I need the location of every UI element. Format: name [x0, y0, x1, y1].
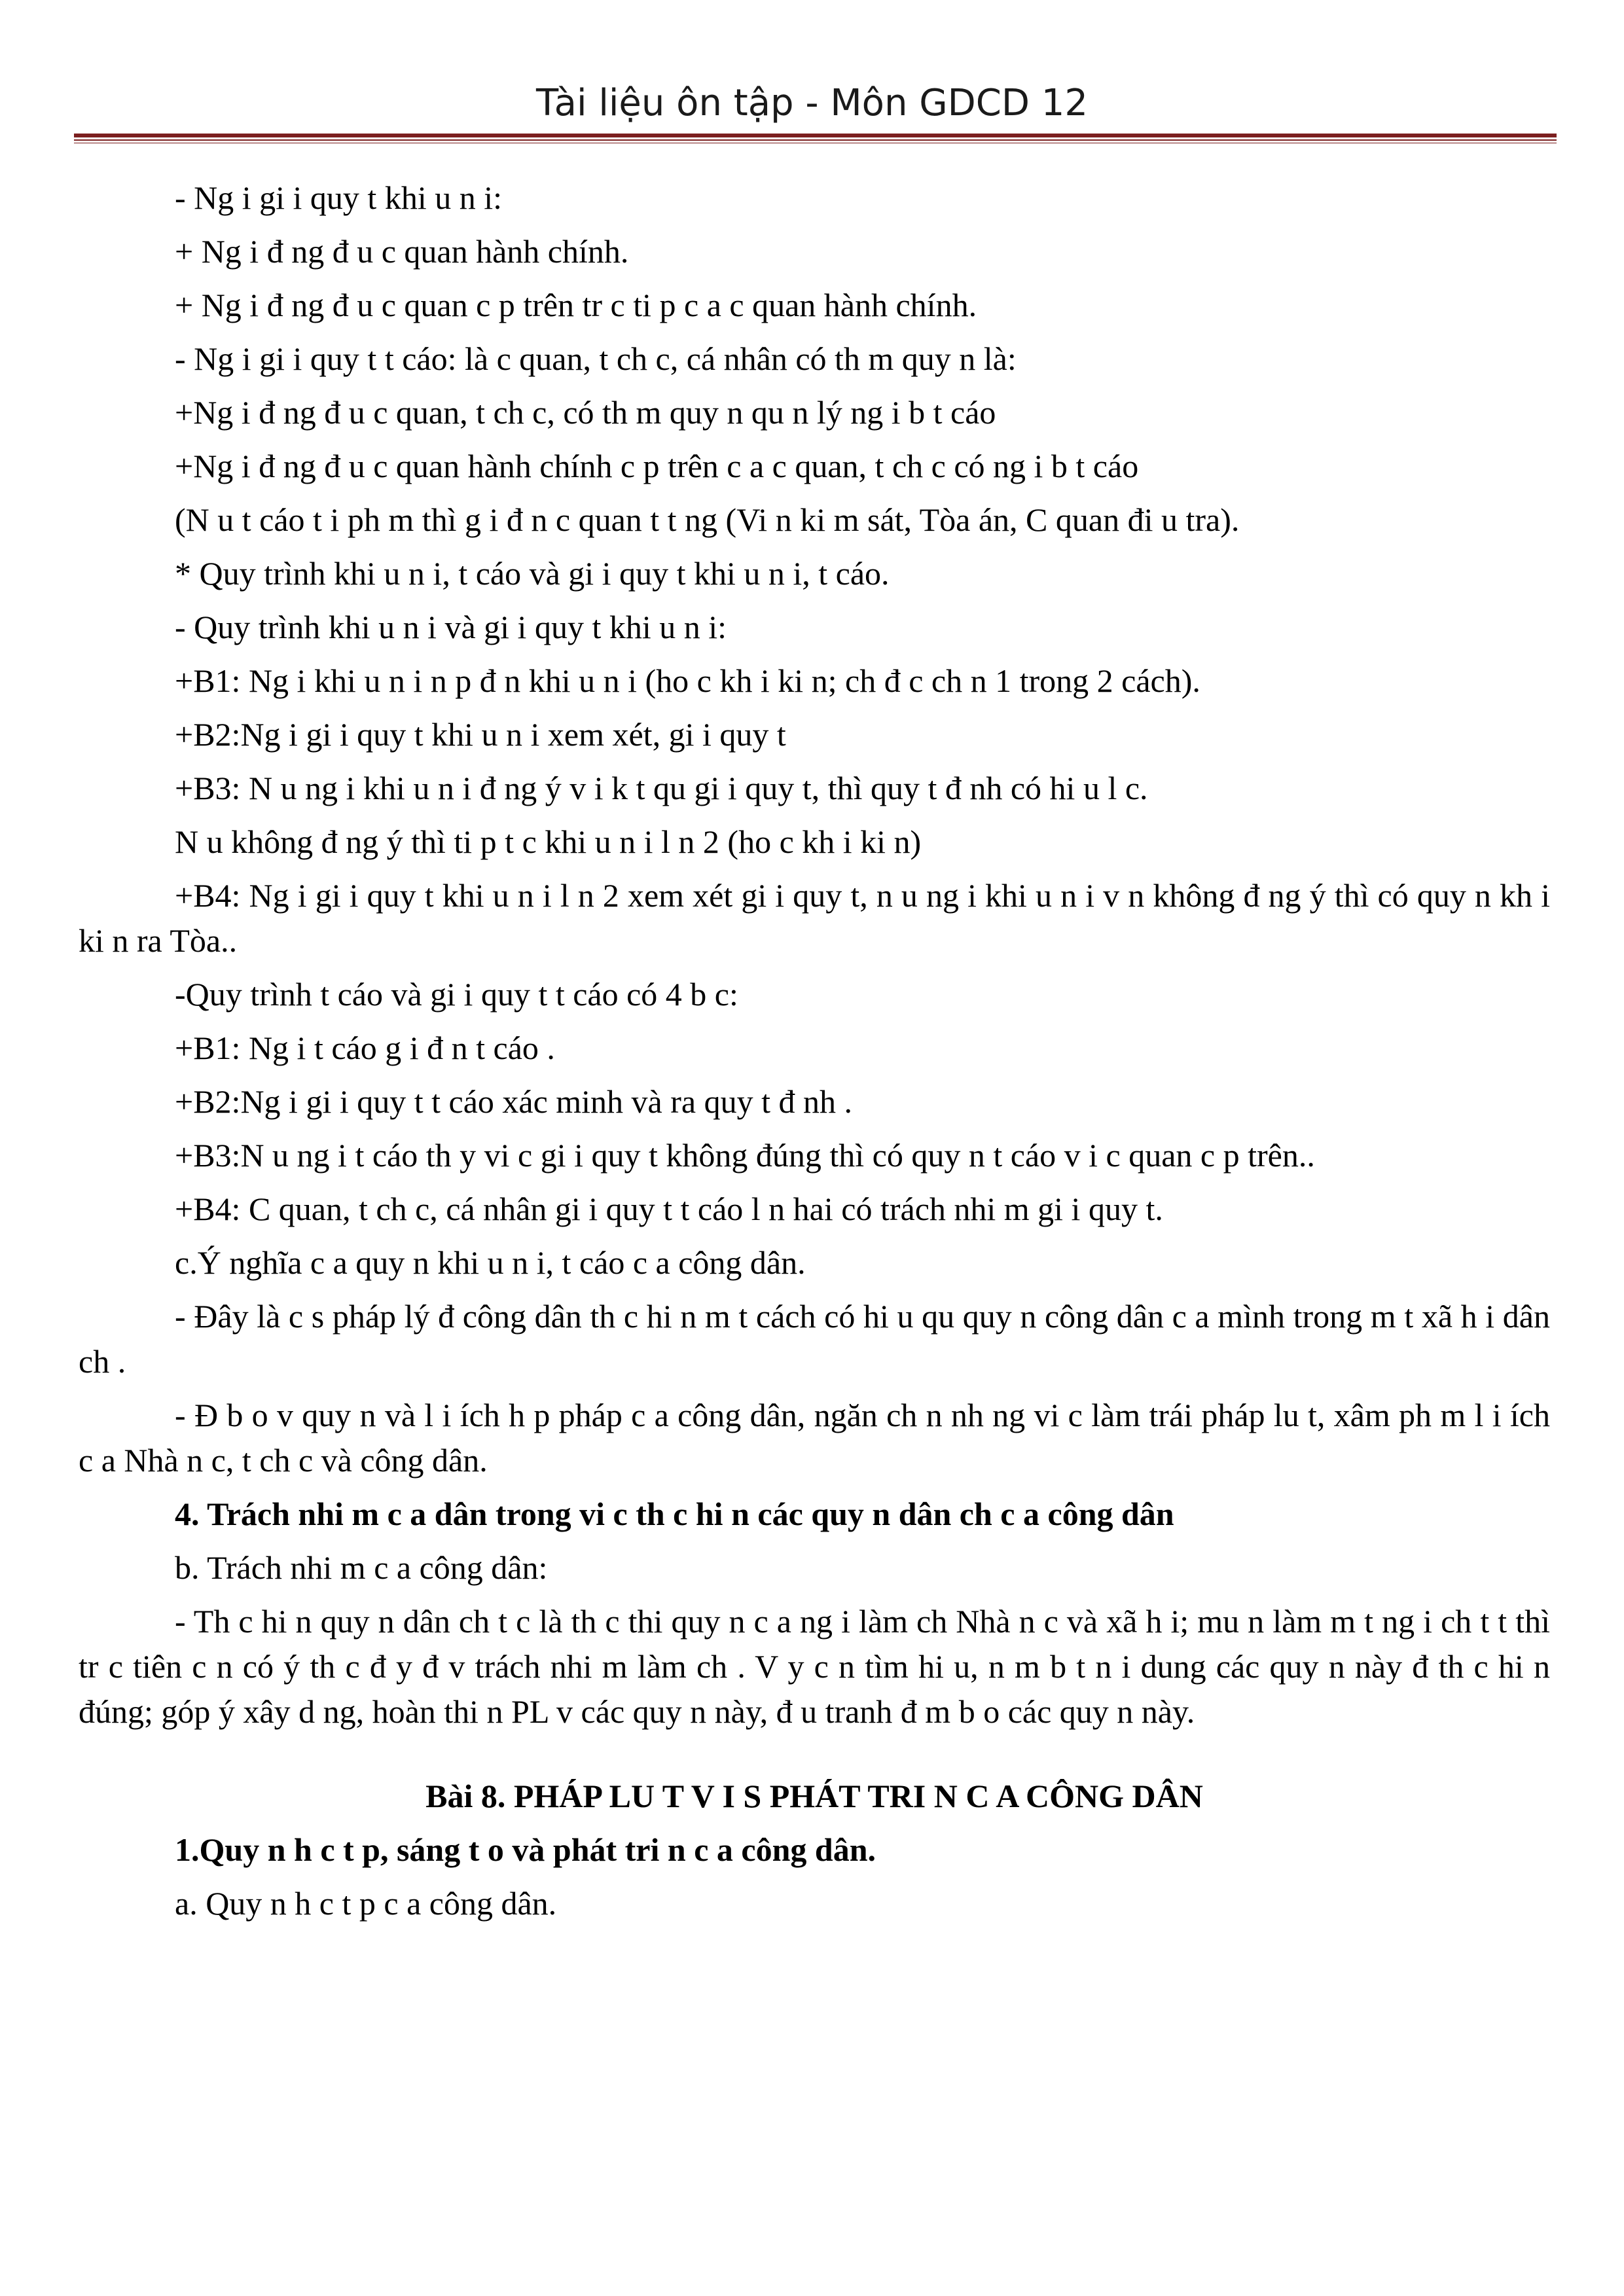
paragraph: * Quy trình khi u n i, t cáo và gi i quy t khi u n i, t cáo. — [175, 555, 890, 592]
paragraph: +Ng i đ ng đ u c quan hành chính c p trên c a c quan, t ch c có ng i b t cáo — [175, 448, 1139, 484]
paragraph: +B2:Ng i gi i quy t khi u n i xem xét, gi i quy t — [175, 716, 786, 753]
paragraph: - Đ b o v quy n và l i ích h p pháp c a công dân, ngăn ch n nh ng vi c làm trái pháp lu t, xâm ph m l i ích c a Nhà n c, t ch c và công dân. — [79, 1397, 1550, 1479]
paragraph: -Quy trình t cáo và gi i quy t t cáo có 4 b c: — [175, 976, 738, 1013]
section-heading: 1.Quy n h c t p, sáng t o và phát tri n c a công dân. — [175, 1831, 876, 1868]
paragraph: a. Quy n h c t p c a công dân. — [175, 1885, 557, 1922]
page-header-title: Tài liệu ôn tập - Môn GDCD 12 — [535, 82, 1089, 124]
paragraph: - Ng i gi i quy t khi u n i: — [175, 179, 502, 216]
paragraph: +B1: Ng i khi u n i n p đ n khi u n i (ho c kh i ki n; ch đ c ch n 1 trong 2 cách). — [175, 662, 1200, 699]
paragraph: +B2:Ng i gi i quy t t cáo xác minh và ra quy t đ nh . — [175, 1083, 852, 1120]
paragraph: - Ng i gi i quy t t cáo: là c quan, t ch c, cá nhân có th m quy n là: — [175, 340, 1017, 377]
paragraph: - Quy trình khi u n i và gi i quy t khi u n i: — [175, 609, 727, 645]
header-rule — [74, 134, 1557, 137]
paragraph: +Ng i đ ng đ u c quan, t ch c, có th m quy n qu n lý ng i b t cáo — [175, 394, 996, 431]
section-heading: 4. Trách nhi m c a dân trong vi c th c hi n các quy n dân ch c a công dân — [175, 1496, 1174, 1532]
paragraph: - Th c hi n quy n dân ch t c là th c thi quy n c a ng i làm ch Nhà n c và xã h i; mu n làm m t ng i ch t t thì tr c tiên c n có ý th c đ y đ v trách nhi m làm ch . V y c n tìm hi u, n m b t n i dung các quy n này đ th c hi n đúng; góp ý xây d ng, hoàn thi n PL v các quy n này, đ u tranh đ m b o các quy n này. — [79, 1603, 1550, 1730]
paragraph: c.Ý nghĩa c a quy n khi u n i, t cáo c a công dân. — [175, 1244, 806, 1281]
document-body — [79, 175, 1550, 1935]
paragraph: + Ng i đ ng đ u c quan hành chính. — [175, 233, 629, 270]
paragraph: N u không đ ng ý thì ti p t c khi u n i l n 2 (ho c kh i ki n) — [175, 823, 922, 860]
paragraph: - Đây là c s pháp lý đ công dân th c hi n m t cách có hi u qu quy n công dân c a mình trong m t xã h i dân ch . — [79, 1298, 1550, 1380]
paragraph: +B4: C quan, t ch c, cá nhân gi i quy t t cáo l n hai có trách nhi m gi i quy t. — [175, 1191, 1163, 1227]
paragraph: b. Trách nhi m c a công dân: — [175, 1549, 548, 1586]
paragraph: + Ng i đ ng đ u c quan c p trên tr c ti p c a c quan hành chính. — [175, 287, 977, 323]
paragraph: +B4: Ng i gi i quy t khi u n i l n 2 xem xét gi i quy t, n u ng i khi u n i v n không đ ng ý thì có quy n kh i ki n ra Tòa.. — [79, 877, 1550, 959]
header-rule-thin — [74, 139, 1557, 141]
paragraph: +B3:N u ng i t cáo th y vi c gi i quy t không đúng thì có quy n t cáo v i c quan c p trên.. — [175, 1137, 1315, 1174]
paragraph: +B3: N u ng i khi u n i đ ng ý v i k t qu gi i quy t, thì quy t đ nh có hi u l c. — [175, 770, 1148, 806]
paragraph: (N u t cáo t i ph m thì g i đ n c quan t t ng (Vi n ki m sát, Tòa án, C quan đi u tra). — [175, 501, 1240, 538]
lesson-title: Bài 8. PHÁP LU T V I S PHÁT TRI N C A CÔNG DÂN — [425, 1778, 1203, 1814]
paragraph: +B1: Ng i t cáo g i đ n t cáo . — [175, 1030, 555, 1066]
